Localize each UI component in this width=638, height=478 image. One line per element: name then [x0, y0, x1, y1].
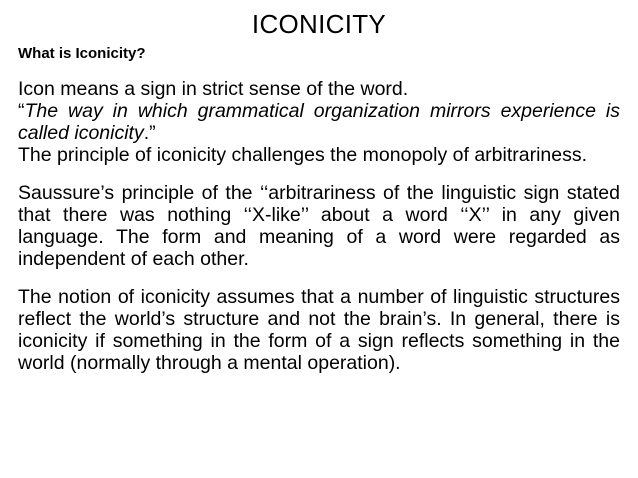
paragraph-quote — [18, 100, 620, 144]
paragraph-icon-definition: Icon means a sign in strict sense of the word. — [18, 78, 409, 100]
slide-title: ICONICITY — [251, 9, 387, 39]
quote-close-mark: .” — [143, 122, 156, 144]
paragraph-notion: The notion of iconicity assumes that a number of linguistic structures reflect the world’s structure and not the brain’s. In general, there is iconicity if something in the form of a sign reflects something in the world (normally through a mental operation). — [18, 286, 620, 374]
quote-text: The way in which grammatical organization mirrors experience is called iconicity — [18, 100, 620, 144]
quote-open-mark: “ — [18, 100, 25, 122]
slide-body — [18, 78, 620, 374]
paragraph-saussure: Saussure’s principle of the ‘‘arbitrariness of the linguistic sign stated that there was nothing ‘‘X-like’’ about a word ‘‘X’’ in any given language. The form and meaning of a word were regarded as independent of each other. — [18, 182, 620, 270]
section-subtitle: What is Iconicity? — [18, 45, 146, 62]
paragraph-principle: The principle of iconicity challenges the monopoly of arbitrariness. — [18, 144, 588, 166]
